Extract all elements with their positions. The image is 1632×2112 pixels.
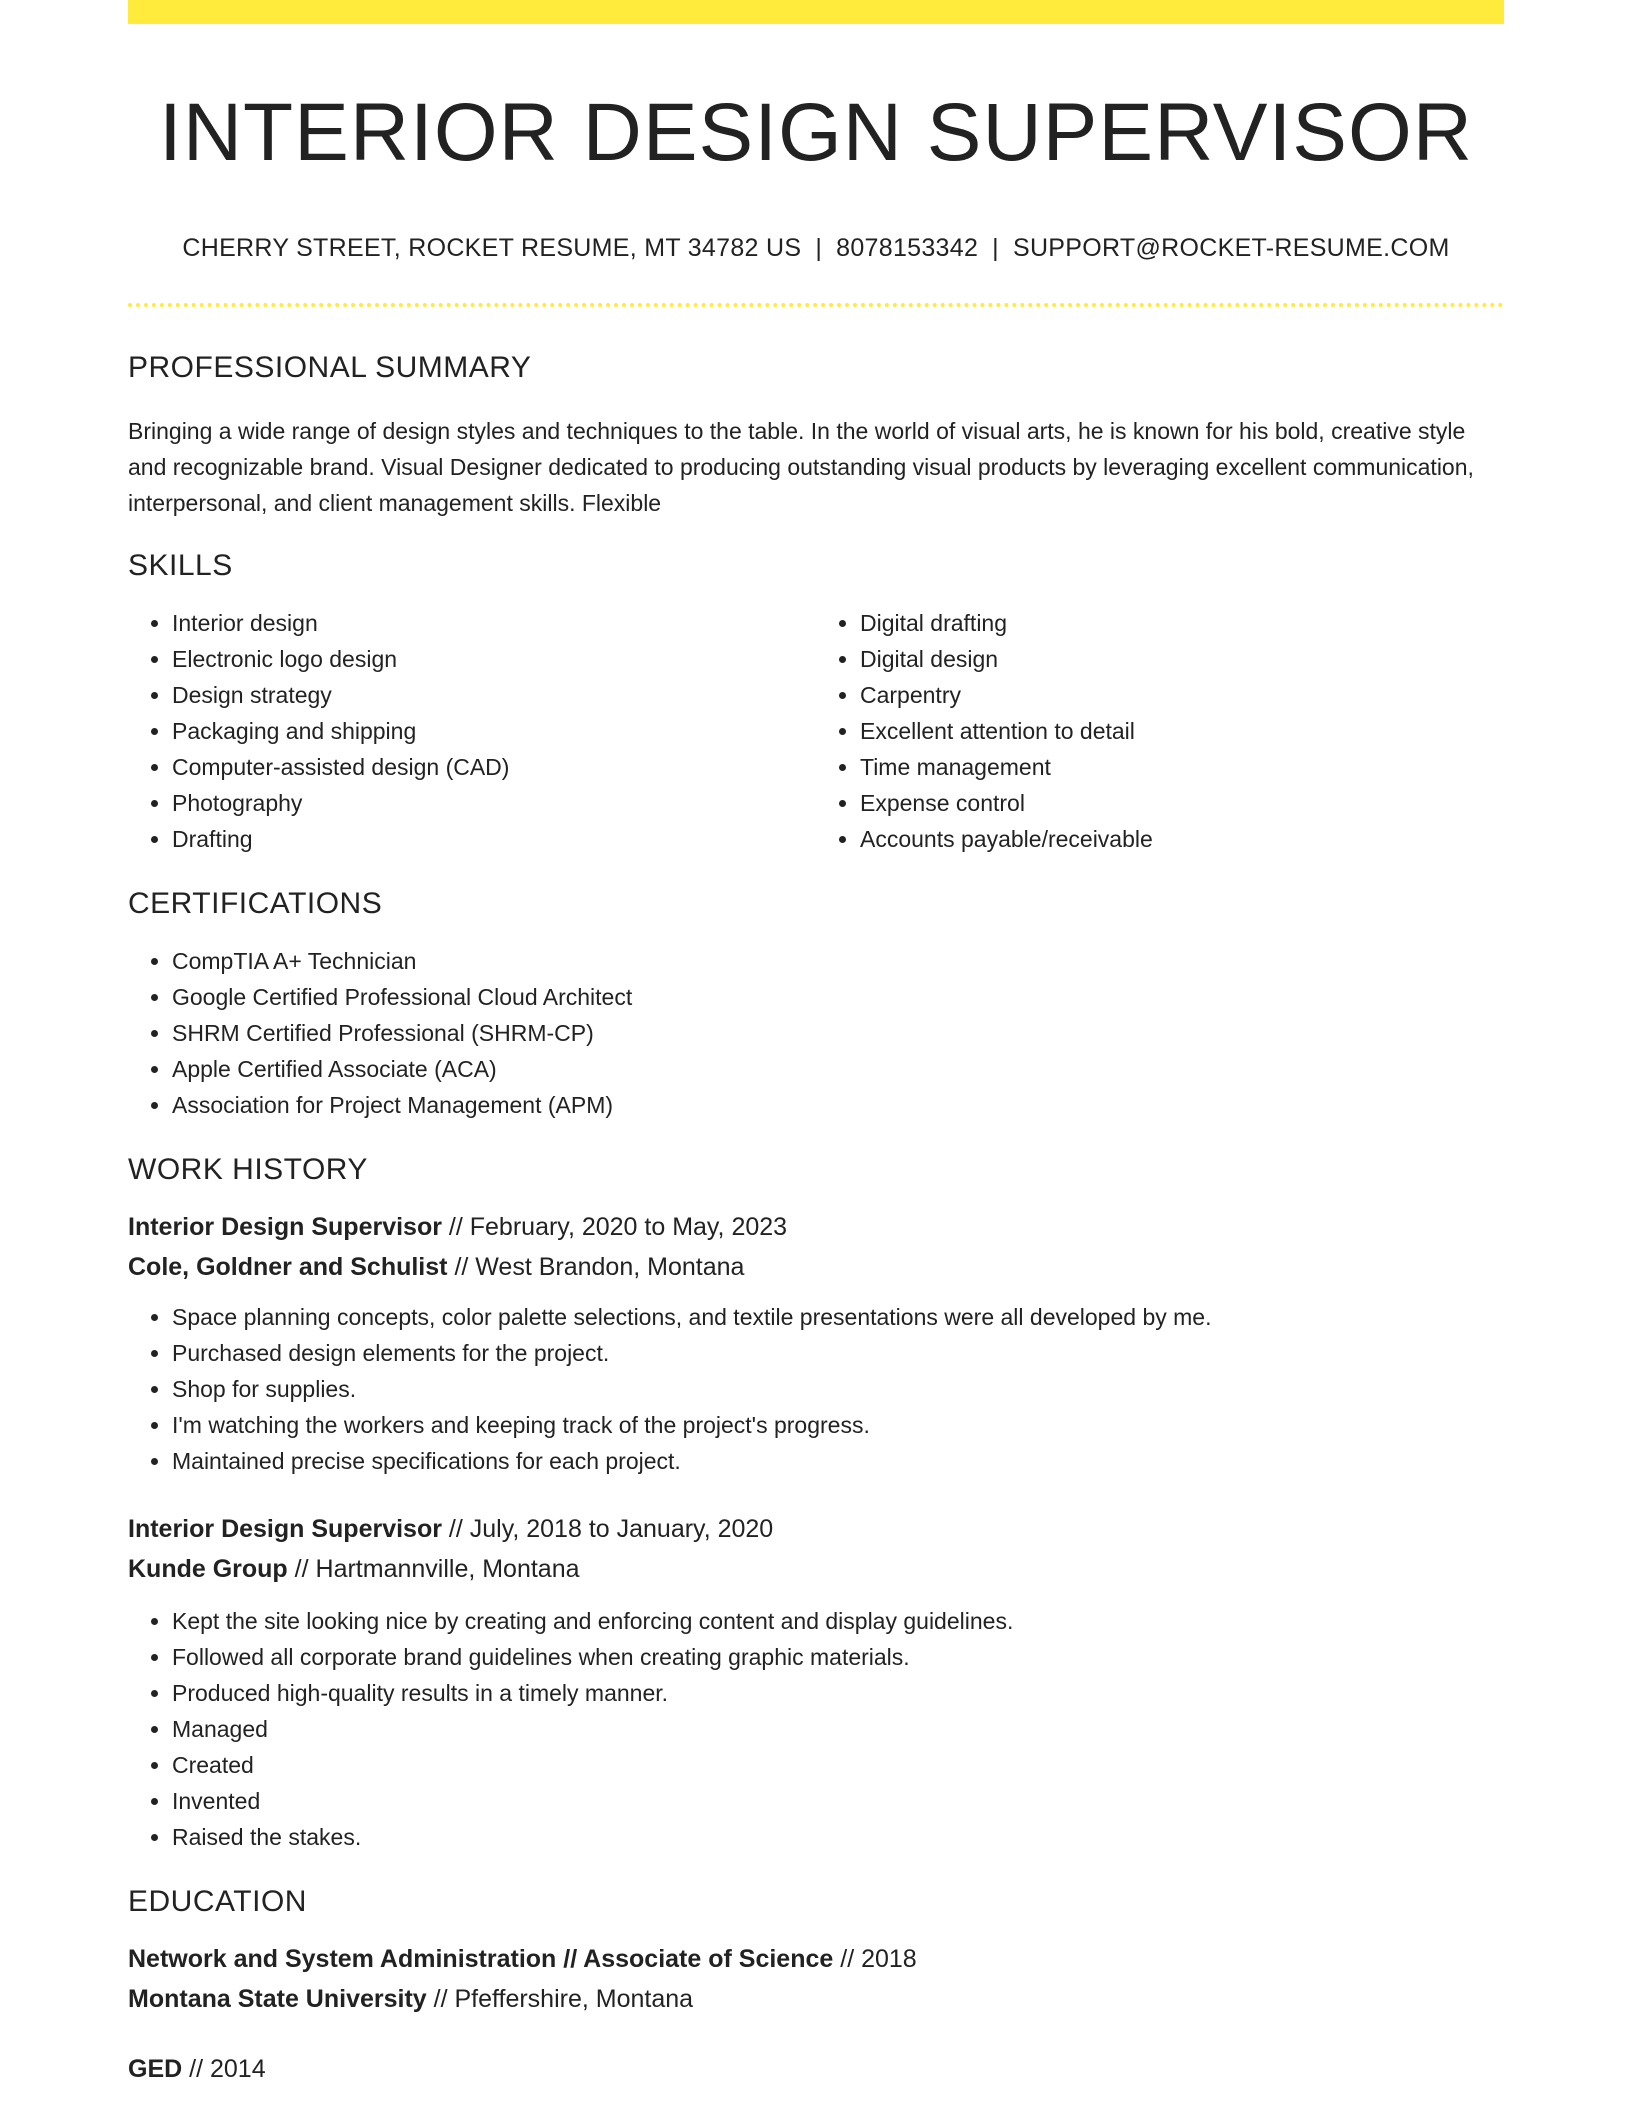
education-school: Montana State University — [128, 1985, 427, 2014]
contact-separator: | — [992, 234, 999, 263]
education-year: // 2014 — [189, 2055, 266, 2084]
skill-item: • Digital drafting — [860, 605, 1504, 641]
skill-item: • Expense control — [860, 785, 1504, 821]
skill-item: • Carpentry — [860, 677, 1504, 713]
education-location: // Pfeffershire, Montana — [433, 1985, 694, 2014]
job-company: Cole, Goldner and Schulist — [128, 1253, 448, 1282]
job-bullet: • Purchased design elements for the project. — [172, 1335, 1504, 1371]
skills-columns — [128, 605, 1504, 857]
job-title-line — [128, 1509, 1504, 1549]
job-bullet: • Space planning concepts, color palette selections, and textile presentations were all developed by me. — [172, 1299, 1504, 1335]
job-company: Kunde Group — [128, 1555, 288, 1584]
skill-item: • Drafting — [172, 821, 816, 857]
certification-item: • Association for Project Management (APM) — [172, 1087, 1504, 1123]
resume-title: INTERIOR DESIGN SUPERVISOR — [159, 87, 1473, 178]
education-year: // 2018 — [840, 1945, 917, 1974]
job-bullet: • Produced high-quality results in a timely manner. — [172, 1675, 1504, 1711]
job-location: // West Brandon, Montana — [454, 1253, 745, 1282]
education-heading: EDUCATION — [128, 1885, 307, 1919]
skill-item: • Accounts payable/receivable — [860, 821, 1504, 857]
contact-phone: 8078153342 — [836, 234, 979, 263]
education-degree-line — [128, 1939, 1504, 1979]
job-entry — [128, 1207, 1504, 1479]
job-bullet: • Raised the stakes. — [172, 1819, 1504, 1855]
contact-separator: | — [815, 234, 823, 263]
skill-item: • Interior design — [172, 605, 816, 641]
job-entry — [128, 1509, 1504, 1855]
job-dates: // July, 2018 to January, 2020 — [448, 1515, 774, 1544]
skill-item: • Digital design — [860, 641, 1504, 677]
education-degree-line — [128, 2049, 1504, 2089]
skills-heading: SKILLS — [128, 549, 233, 583]
resume-page — [128, 0, 1504, 2089]
job-title-line — [128, 1207, 1504, 1247]
education-school-line — [128, 1979, 1504, 2019]
job-bullets — [128, 1299, 1504, 1479]
job-bullets — [128, 1603, 1504, 1855]
job-bullet: • Maintained precise specifications for each project. — [172, 1443, 1504, 1479]
education-entry — [128, 1939, 1504, 2019]
contact-line — [128, 234, 1504, 263]
skill-item: • Packaging and shipping — [172, 713, 816, 749]
top-accent-bar — [128, 0, 1504, 24]
certification-item: • Apple Certified Associate (ACA) — [172, 1051, 1504, 1087]
education-degree: Network and System Administration // Associate of Science — [128, 1945, 834, 1974]
skill-item: • Photography — [172, 785, 816, 821]
contact-email: SUPPORT@ROCKET-RESUME.COM — [1012, 234, 1450, 263]
job-bullet: • Followed all corporate brand guidelines when creating graphic materials. — [172, 1639, 1504, 1675]
skills-list-left — [128, 605, 816, 857]
summary-text: Bringing a wide range of design styles and techniques to the table. In the world of visual arts, he is known for his bold, creative style and recognizable brand. Visual Designer dedicated to producing outstanding visual products by leveraging excellent communication, interpersonal, and client management skills. Flexible — [128, 418, 1474, 517]
summary-heading: PROFESSIONAL SUMMARY — [128, 351, 532, 385]
work-history-heading: WORK HISTORY — [128, 1153, 368, 1187]
certification-item: • SHRM Certified Professional (SHRM-CP) — [172, 1015, 1504, 1051]
skill-item: • Design strategy — [172, 677, 816, 713]
skill-item: • Electronic logo design — [172, 641, 816, 677]
job-title: Interior Design Supervisor — [128, 1515, 442, 1544]
job-bullet: • Created — [172, 1747, 1504, 1783]
job-bullet: • Managed — [172, 1711, 1504, 1747]
job-dates: // February, 2020 to May, 2023 — [448, 1213, 788, 1242]
certifications-list — [128, 943, 1504, 1123]
education-degree: GED — [128, 2055, 183, 2084]
job-title: Interior Design Supervisor — [128, 1213, 442, 1242]
skill-item: • Time management — [860, 749, 1504, 785]
job-company-line — [128, 1549, 1504, 1589]
certification-item: • CompTIA A+ Technician — [172, 943, 1504, 979]
job-company-line — [128, 1247, 1504, 1287]
certification-item: • Google Certified Professional Cloud Architect — [172, 979, 1504, 1015]
education-entry — [128, 2049, 1504, 2089]
job-bullet: • Shop for supplies. — [172, 1371, 1504, 1407]
skills-list-right — [816, 605, 1504, 857]
skill-item: • Excellent attention to detail — [860, 713, 1504, 749]
job-bullet: • I'm watching the workers and keeping track of the project's progress. — [172, 1407, 1504, 1443]
job-location: // Hartmannville, Montana — [294, 1555, 580, 1584]
job-bullet: • Kept the site looking nice by creating and enforcing content and display guidelines. — [172, 1603, 1504, 1639]
job-bullet: • Invented — [172, 1783, 1504, 1819]
contact-address: CHERRY STREET, ROCKET RESUME, MT 34782 US — [182, 234, 802, 263]
header-divider — [128, 303, 1504, 307]
skill-item: • Computer-assisted design (CAD) — [172, 749, 816, 785]
certifications-heading: CERTIFICATIONS — [128, 887, 383, 921]
